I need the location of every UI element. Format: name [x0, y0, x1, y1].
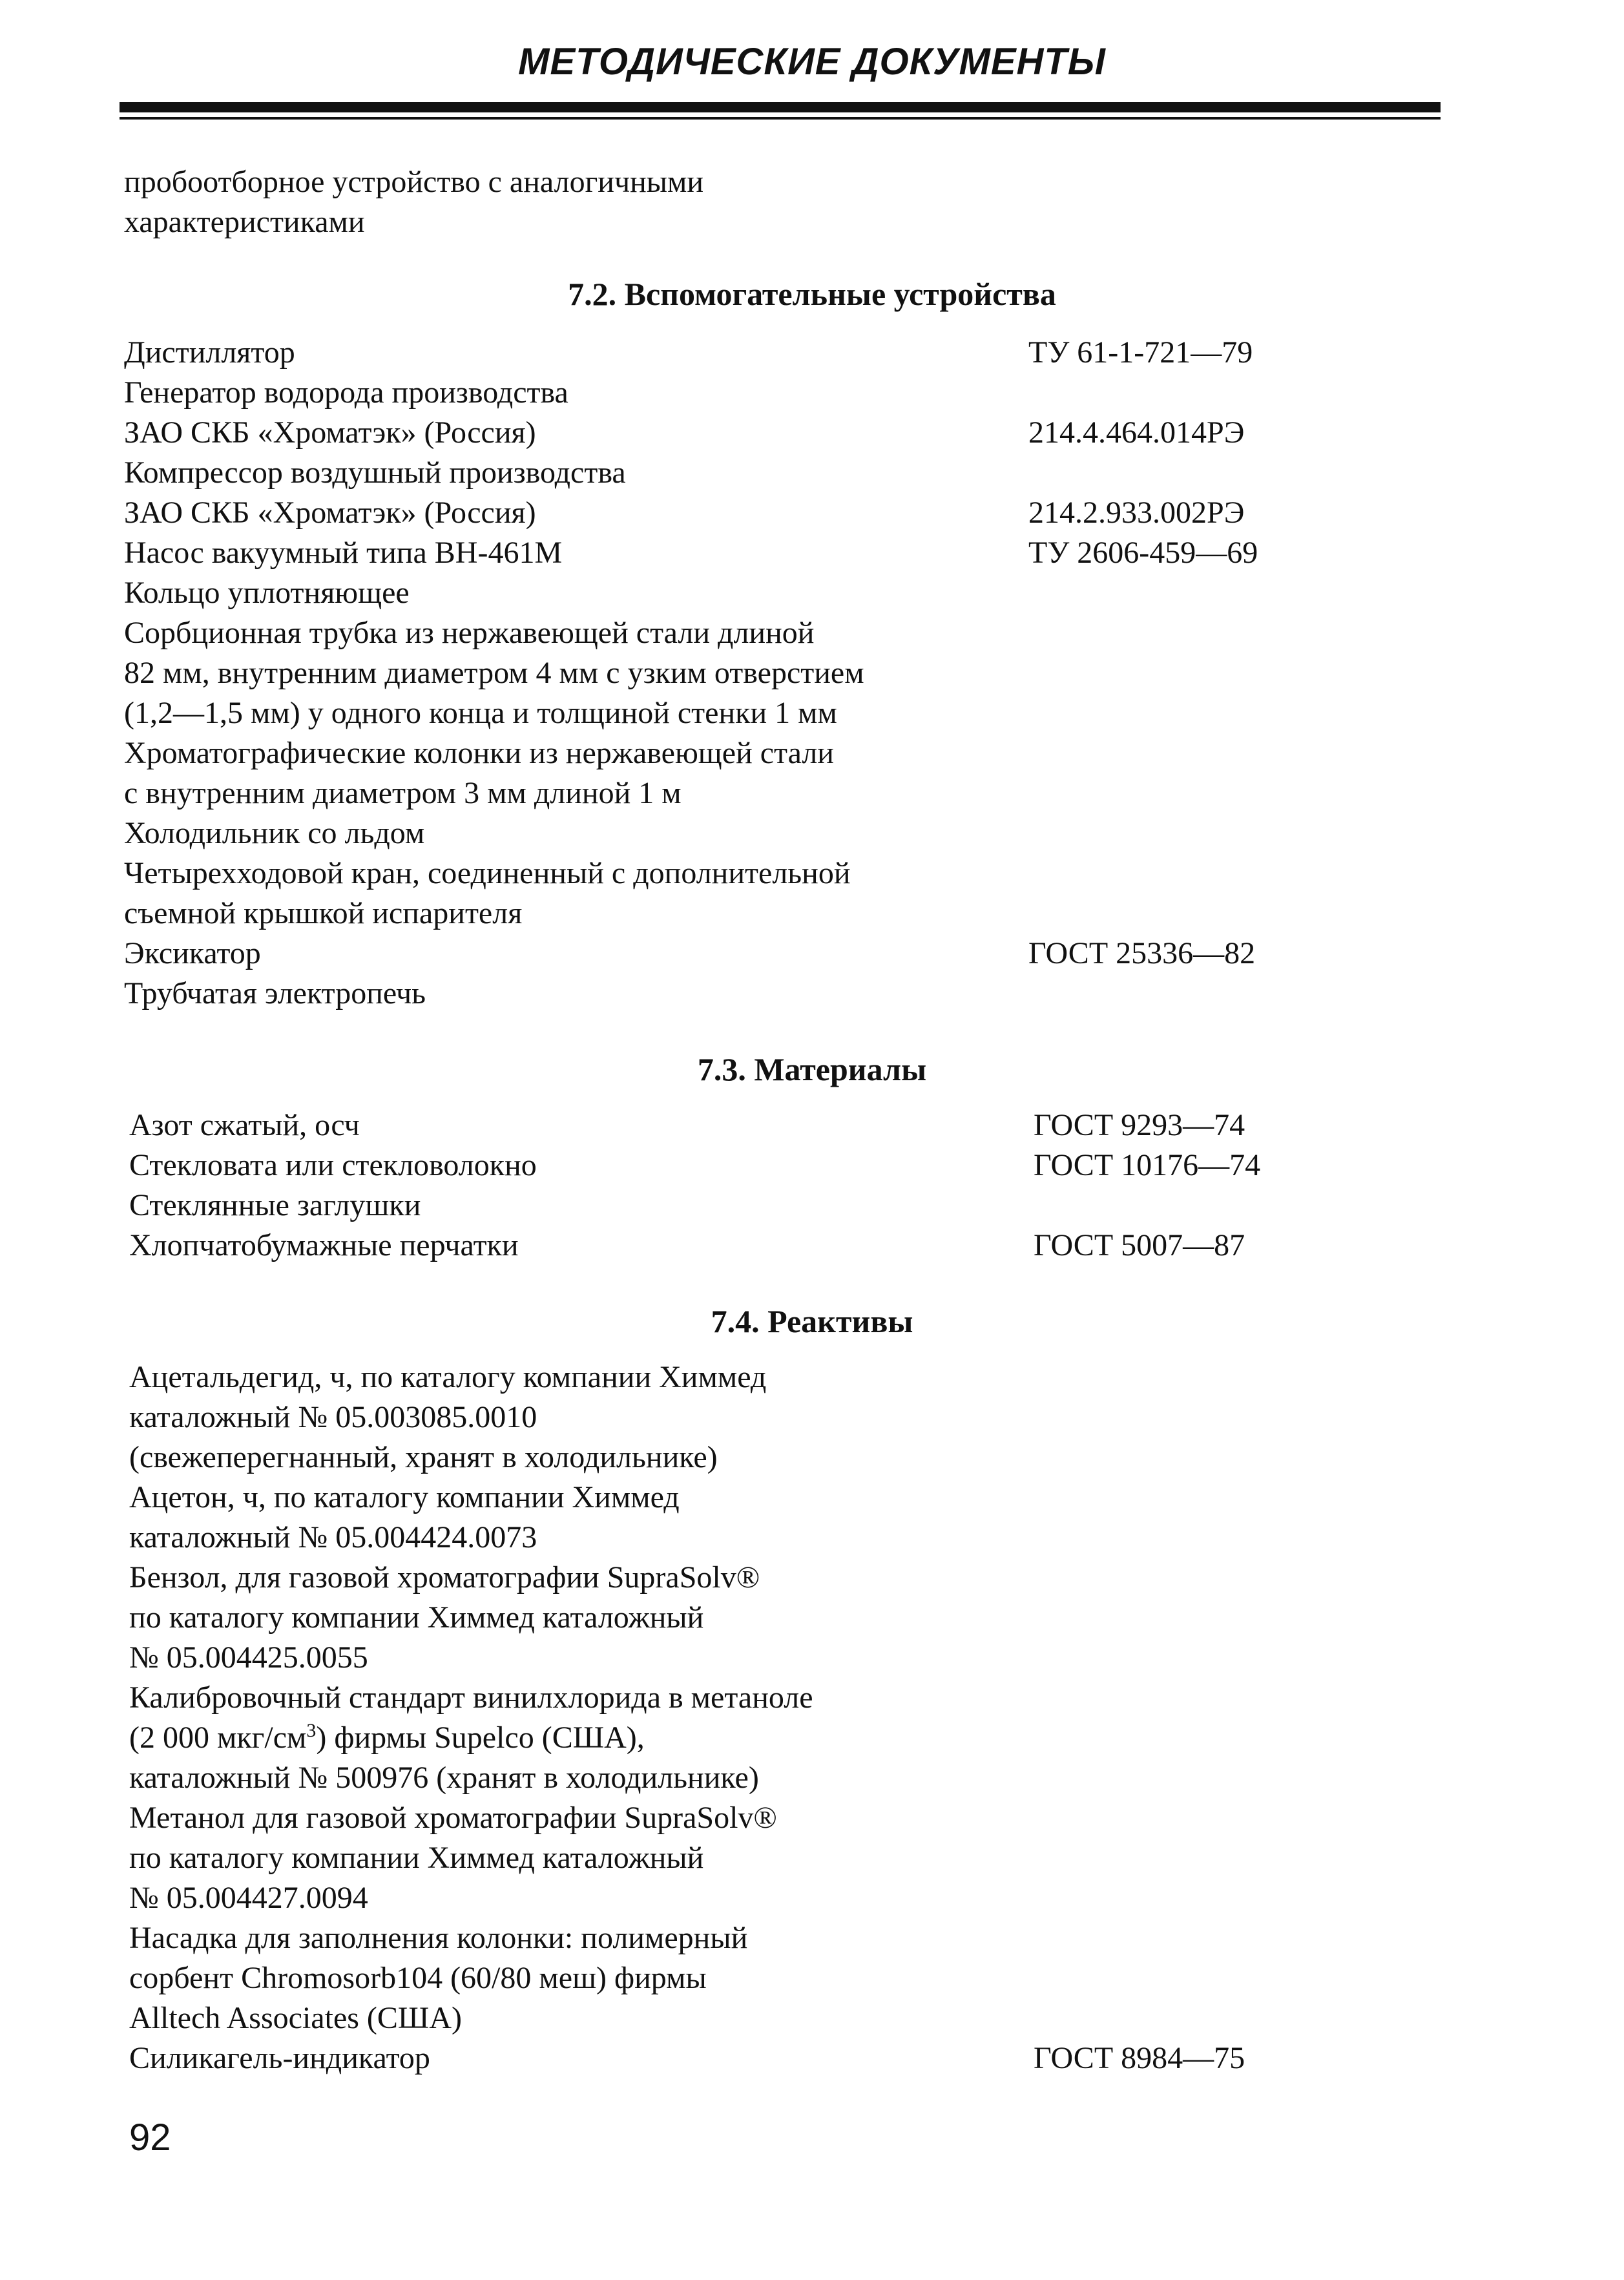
material-reference: ГОСТ 9293—74: [1034, 1108, 1245, 1142]
material-line: Стеклянные заглушки: [129, 1188, 421, 1222]
equipment-reference: ТУ 2606-459—69: [1028, 536, 1258, 570]
reagent-line: Ацетон, ч, по каталогу компании Химмед: [129, 1480, 680, 1514]
equipment-line: Сорбционная трубка из нержавеющей стали длиной: [124, 616, 815, 650]
equipment-line: Генератор водорода производства: [124, 375, 568, 410]
calibration-concentration-suffix: ) фирмы Supelco (США),: [316, 1720, 645, 1755]
equipment-reference: 214.2.933.002РЭ: [1028, 496, 1245, 530]
material-reference: ГОСТ 5007—87: [1034, 1228, 1245, 1262]
equipment-reference: ТУ 61-1-721—79: [1028, 335, 1253, 370]
equipment-line: ЗАО СКБ «Хроматэк» (Россия): [124, 496, 536, 530]
reagent-line: по каталогу компании Химмед каталожный: [129, 1841, 704, 1875]
reagent-line: № 05.004427.0094: [129, 1881, 368, 1915]
equipment-line: ЗАО СКБ «Хроматэк» (Россия): [124, 415, 536, 450]
equipment-line: Хроматографические колонки из нержавеющей стали: [124, 736, 834, 770]
intro-line: пробоотборное устройство с аналогичными: [124, 165, 704, 199]
running-header-title: МЕТОДИЧЕСКИЕ ДОКУМЕНТЫ: [518, 41, 1106, 83]
equipment-line: Насос вакуумный типа ВН-461М: [124, 536, 563, 570]
equipment-line: Эксикатор: [124, 936, 261, 970]
equipment-line: съемной крышкой испарителя: [124, 896, 523, 930]
reagent-line: Калибровочный стандарт винилхлорида в метаноле: [129, 1680, 813, 1715]
equipment-line: Дистиллятор: [124, 335, 295, 370]
reagent-line-calibration-concentration: [129, 1722, 645, 1753]
section-title-materials: 7.3. Материалы: [697, 1051, 927, 1087]
reagent-line: каталожный № 500976 (хранят в холодильнике): [129, 1761, 759, 1795]
equipment-line: Кольцо уплотняющее: [124, 576, 410, 610]
calibration-exponent: 3: [306, 1720, 317, 1741]
reagent-line: каталожный № 05.004424.0073: [129, 1520, 537, 1554]
reagent-line: каталожный № 05.003085.0010: [129, 1400, 537, 1434]
equipment-line: 82 мм, внутренним диаметром 4 мм с узким отверстием: [124, 656, 864, 690]
equipment-line: Четырехходовой кран, соединенный с дополнительной: [124, 856, 851, 890]
material-line: Хлопчатобумажные перчатки: [129, 1228, 519, 1262]
reagent-reference: ГОСТ 8984—75: [1034, 2041, 1245, 2075]
material-line: Азот сжатый, осч: [129, 1108, 360, 1142]
equipment-line: с внутренним диаметром 3 мм длиной 1 м: [124, 776, 682, 810]
equipment-reference: 214.4.464.014РЭ: [1028, 415, 1245, 450]
equipment-line: (1,2—1,5 мм) у одного конца и толщиной стенки 1 мм: [124, 696, 837, 730]
equipment-line: Компрессор воздушный производства: [124, 455, 626, 490]
equipment-line: Трубчатая электропечь: [124, 976, 426, 1010]
equipment-line: Холодильник со льдом: [124, 816, 425, 850]
section-title-auxiliary-devices: 7.2. Вспомогательные устройства: [568, 276, 1056, 312]
material-line: Стекловата или стекловолокно: [129, 1148, 537, 1182]
reagent-line: Ацетальдегид, ч, по каталогу компании Химмед: [129, 1360, 767, 1394]
reagent-line: № 05.004425.0055: [129, 1640, 368, 1675]
equipment-reference: ГОСТ 25336—82: [1028, 936, 1256, 970]
header-rule-thin: [120, 117, 1441, 120]
material-reference: ГОСТ 10176—74: [1034, 1148, 1261, 1182]
calibration-concentration-prefix: (2 000 мкг/см: [129, 1720, 307, 1755]
reagent-line: по каталогу компании Химмед каталожный: [129, 1600, 704, 1635]
reagent-line: Насадка для заполнения колонки: полимерный: [129, 1921, 748, 1955]
intro-line: характеристиками: [124, 205, 365, 239]
reagent-line: Метанол для газовой хроматографии SupraSolv®: [129, 1801, 777, 1835]
reagent-line: Силикагель-индикатор: [129, 2041, 430, 2075]
reagent-line: сорбент Chromosorb104 (60/80 меш) фирмы: [129, 1961, 707, 1995]
section-title-reagents: 7.4. Реактивы: [711, 1303, 913, 1339]
reagent-line: Бензол, для газовой хроматографии SupraSolv®: [129, 1560, 760, 1595]
reagent-line: (свежеперегнанный, хранят в холодильнике): [129, 1440, 718, 1474]
page-number: 92: [129, 2117, 171, 2159]
header-rule-thick: [120, 102, 1441, 112]
reagent-line: Alltech Associates (США): [129, 2001, 462, 2035]
